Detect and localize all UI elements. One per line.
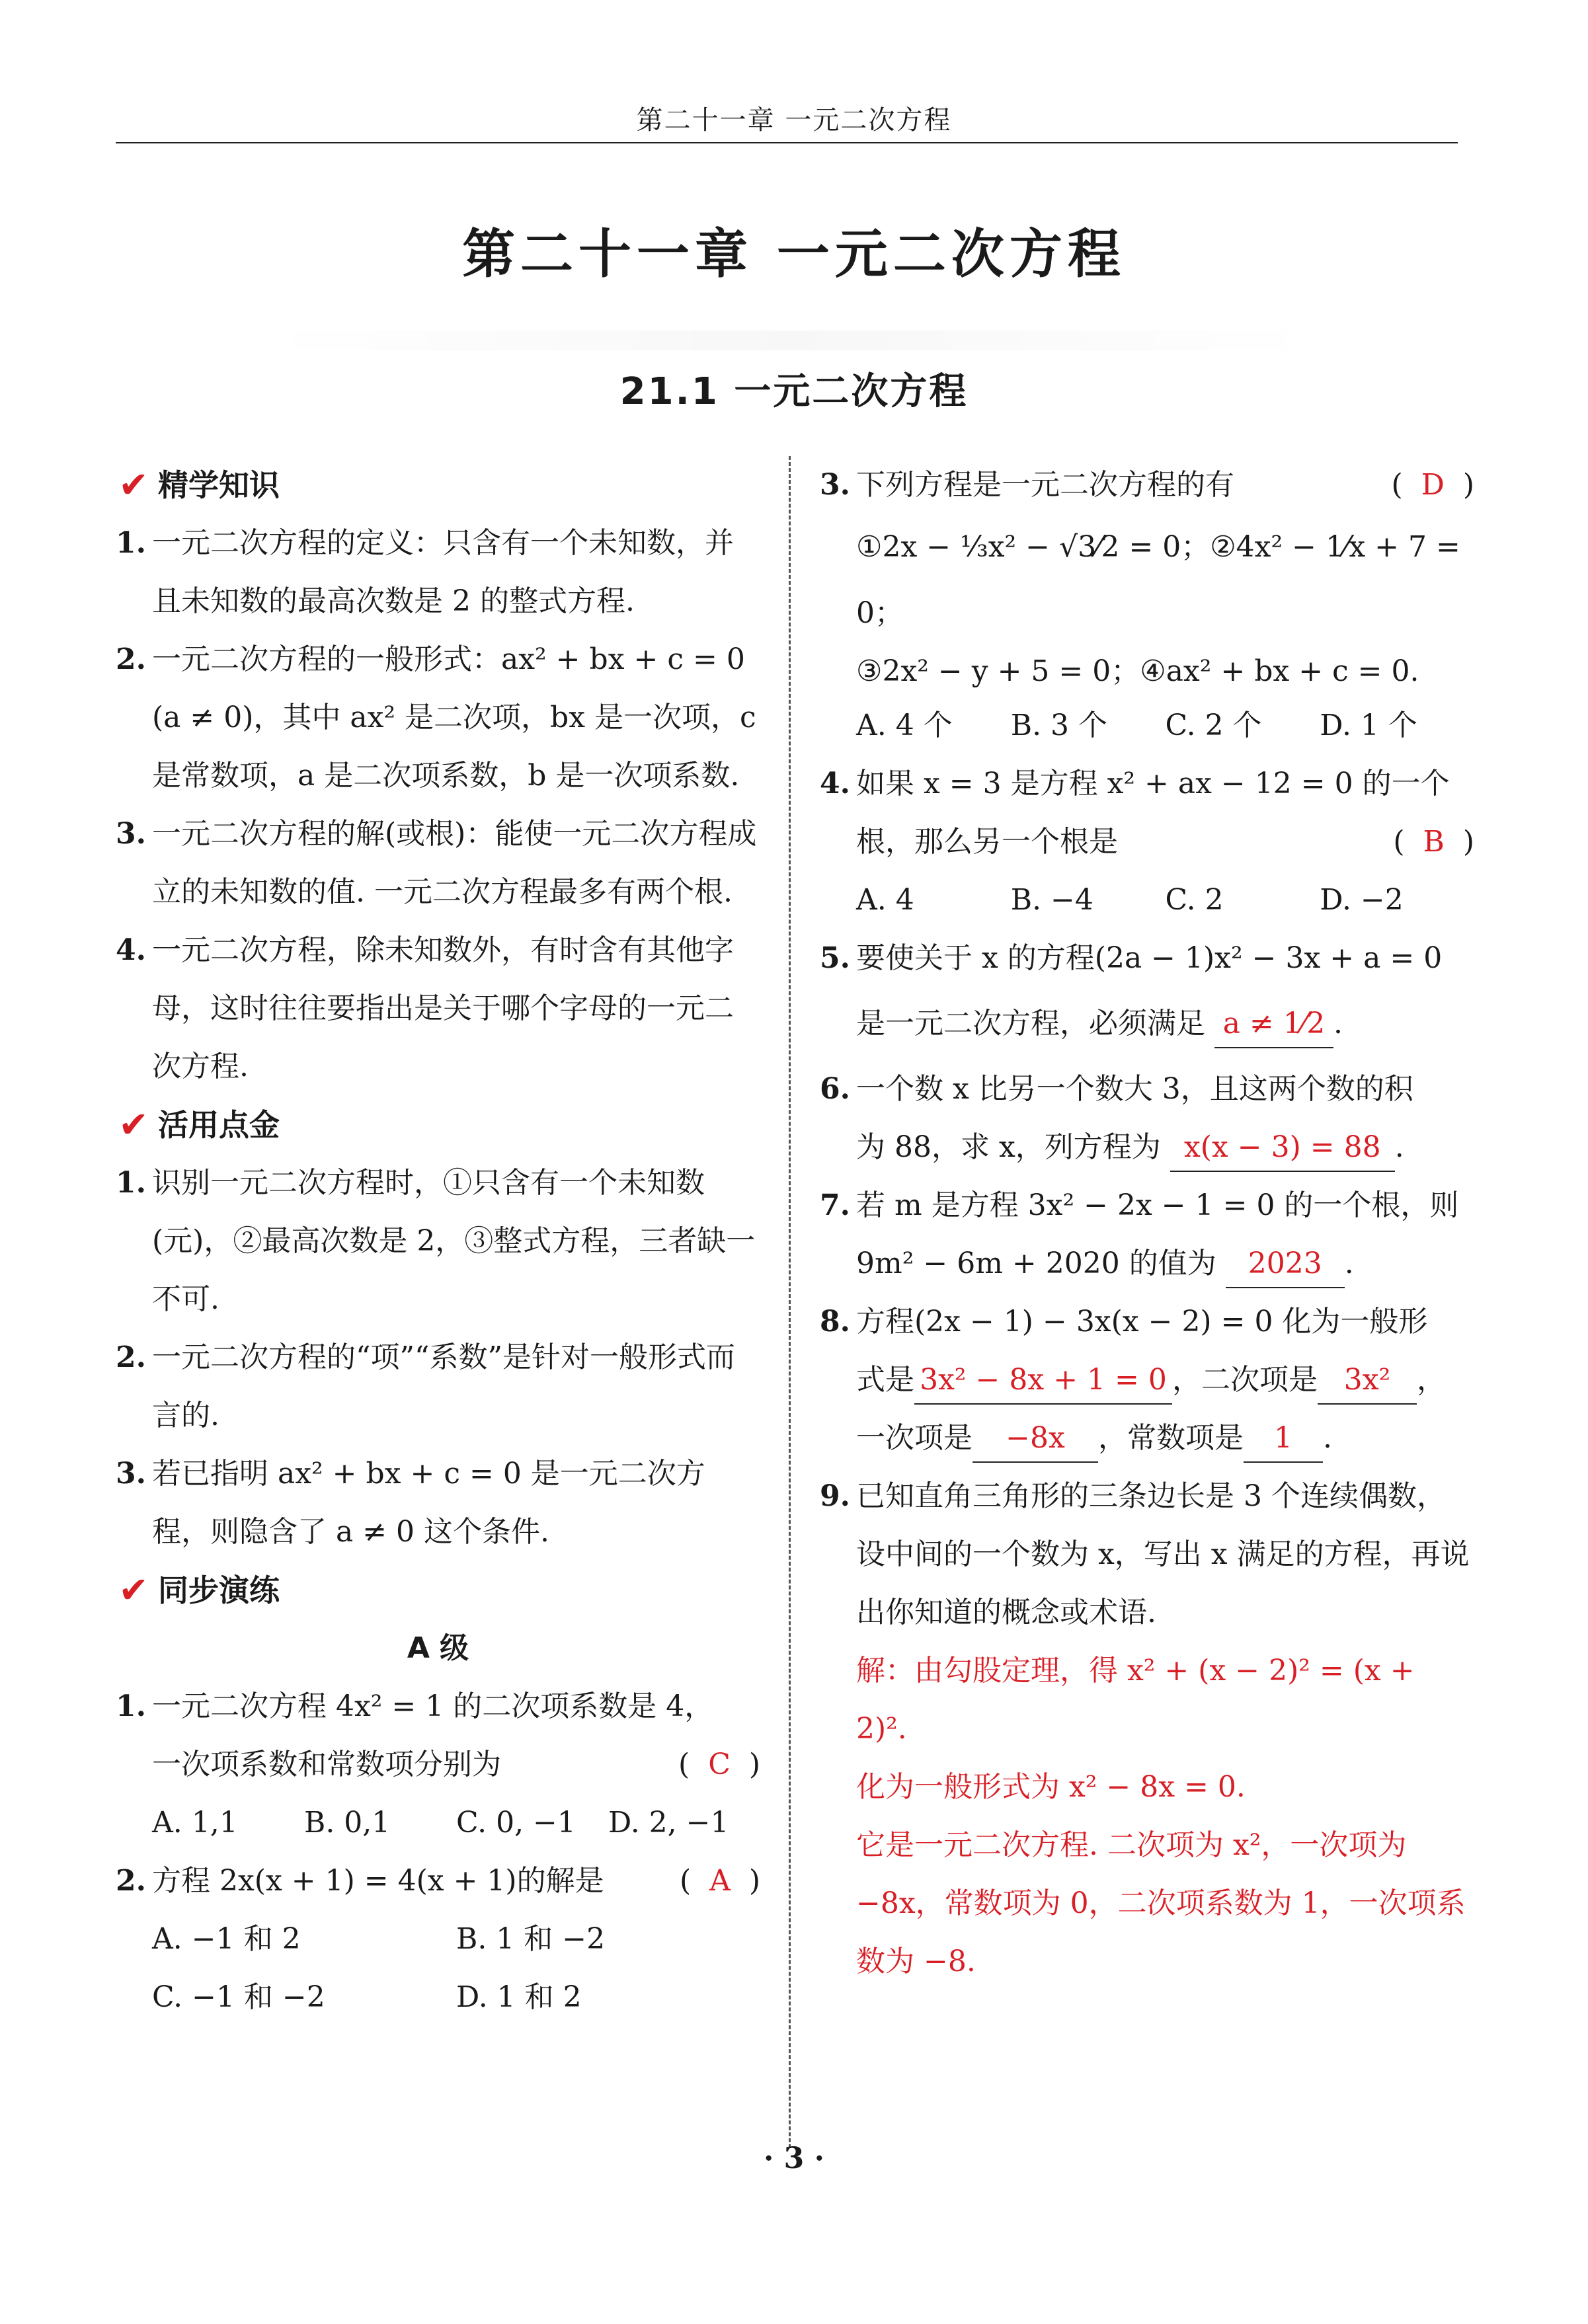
item-text: 若已指明 ax² + bx + c = 0 是一元二次方程，则隐含了 a ≠ 0 这个条件. bbox=[152, 1457, 705, 1549]
question-text-line bbox=[152, 1736, 760, 1794]
column-divider bbox=[789, 456, 791, 2148]
question-7 bbox=[820, 1177, 1474, 1293]
question-text: ，常数项是 bbox=[1098, 1421, 1244, 1455]
running-header: 第二十一章 一元二次方程 bbox=[636, 105, 952, 136]
question-number: 8. bbox=[820, 1305, 850, 1338]
solution-line-1: 解：由勾股定理，得 x² + (x − 2)² = (x + 2)². bbox=[856, 1654, 1415, 1746]
question-text: 一次项系数和常数项分别为 bbox=[152, 1748, 501, 1781]
item-number: 3. bbox=[116, 817, 146, 851]
question-text-line bbox=[856, 1118, 1474, 1177]
question-number: 3. bbox=[820, 468, 850, 502]
question-9 bbox=[820, 1467, 1474, 1642]
answer-choice: C bbox=[708, 1748, 731, 1781]
question-text-line bbox=[856, 1351, 1474, 1409]
item-text: 一元二次方程，除未知数外，有时含有其他字母，这时往往要指出是关于哪个字母的一元二次方程. bbox=[152, 933, 734, 1083]
period: . bbox=[1344, 1247, 1354, 1280]
item-number: 2. bbox=[116, 1340, 146, 1374]
question-text: 如果 x = 3 是方程 x² + ax − 12 = 0 的一个 bbox=[856, 767, 1450, 800]
answer-choice: A bbox=[709, 1864, 731, 1898]
answer-paren: ( D ) bbox=[1391, 468, 1474, 502]
option-a: A. −1 和 2 bbox=[152, 1922, 301, 1956]
solution-line-3: 它是一元二次方程. 二次项为 x²，一次项为 −8x，常数项为 0，二次项系数为 1，一次项系数为 −8. bbox=[856, 1828, 1466, 1978]
answer-choice: D bbox=[1421, 468, 1445, 502]
question-text: 下列方程是一元二次方程的有 bbox=[856, 468, 1234, 502]
question-text: 式是 bbox=[856, 1363, 914, 1397]
right-column bbox=[820, 456, 1474, 1991]
item-text: 一元二次方程的定义：只含有一个未知数，并且未知数的最高次数是 2 的整式方程. bbox=[152, 526, 734, 618]
answer-paren: ( A ) bbox=[679, 1864, 760, 1898]
option-c: C. 2 个 bbox=[1165, 709, 1262, 742]
item-text: 一元二次方程的解(或根)：能使一元二次方程成立的未知数的值. 一元二次方程最多有两个根. bbox=[152, 817, 757, 909]
tip-item-2 bbox=[116, 1329, 760, 1445]
check-icon: ✔ bbox=[118, 1104, 149, 1145]
answer-paren: ( C ) bbox=[678, 1748, 760, 1781]
bleed-through bbox=[261, 330, 1319, 350]
question-text: 一次项是 bbox=[856, 1421, 973, 1455]
answer-blank: a ≠ 1⁄2 bbox=[1214, 1001, 1333, 1048]
knowledge-item-3 bbox=[116, 805, 760, 921]
question-text: 方程 2x(x + 1) = 4(x + 1)的解是 bbox=[152, 1864, 604, 1898]
question-text: ，二次项是 bbox=[1172, 1363, 1318, 1397]
answer-blank: 2023 bbox=[1226, 1241, 1345, 1288]
question-5 bbox=[820, 929, 1474, 1060]
answer-blank-general-form: 3x² − 8x + 1 = 0 bbox=[914, 1357, 1172, 1405]
section-title: 21.1 一元二次方程 bbox=[619, 370, 969, 413]
option-c: C. −1 和 −2 bbox=[152, 1980, 325, 2014]
question-1 bbox=[116, 1678, 760, 1852]
knowledge-item-2 bbox=[116, 631, 760, 805]
question-text: 根，那么另一个根是 bbox=[856, 825, 1118, 859]
item-text: 识别一元二次方程时，①只含有一个未知数(元)，②最高次数是 2，③整式方程，三者缺一不可. bbox=[152, 1166, 756, 1316]
answer-paren: ( B ) bbox=[1393, 825, 1474, 859]
option-d: D. 1 个 bbox=[1320, 709, 1417, 742]
question-text: 方程(2x − 1) − 3x(x − 2) = 0 化为一般形 bbox=[856, 1305, 1428, 1338]
question-text: ， bbox=[1417, 1363, 1446, 1397]
question-text-line bbox=[856, 456, 1474, 514]
option-d: D. 1 和 2 bbox=[456, 1980, 582, 2014]
item-number: 3. bbox=[116, 1457, 146, 1491]
knowledge-heading bbox=[116, 456, 760, 514]
option-a: A. 1,1 bbox=[152, 1806, 238, 1840]
question-text: 一个数 x 比另一个数大 3，且这两个数的积 bbox=[856, 1072, 1413, 1106]
question-number: 2. bbox=[116, 1864, 146, 1898]
option-b: B. −4 bbox=[1010, 883, 1093, 917]
question-text-line bbox=[152, 1852, 760, 1910]
solution-line-2: 化为一般形式为 x² − 8x = 0. bbox=[856, 1770, 1246, 1804]
equation-list-line-1: ①2x − ⅓x² − √3⁄2 = 0；②4x² − 1⁄x + 7 = 0； bbox=[856, 530, 1460, 630]
option-d: D. −2 bbox=[1320, 883, 1404, 917]
option-b: B. 0,1 bbox=[304, 1806, 391, 1840]
question-3 bbox=[820, 456, 1474, 755]
period: . bbox=[1333, 1007, 1343, 1040]
question-text-line bbox=[856, 988, 1474, 1060]
options bbox=[856, 697, 1474, 755]
question-text-line bbox=[856, 1409, 1474, 1467]
item-number: 4. bbox=[116, 933, 146, 967]
tips-title: 活用点金 bbox=[158, 1107, 280, 1143]
tip-item-3 bbox=[116, 1445, 760, 1561]
option-a: A. 4 个 bbox=[856, 709, 953, 742]
solution bbox=[820, 1642, 1474, 1991]
tips-heading bbox=[116, 1096, 760, 1154]
check-icon: ✔ bbox=[118, 1569, 149, 1611]
knowledge-item-4 bbox=[116, 921, 760, 1096]
item-text: 一元二次方程的“项”“系数”是针对一般形式而言的. bbox=[152, 1340, 735, 1432]
knowledge-title: 精学知识 bbox=[158, 467, 280, 503]
question-text: 要使关于 x 的方程(2a − 1)x² − 3x + a = 0 bbox=[856, 941, 1443, 975]
question-text-line bbox=[856, 813, 1474, 871]
chapter-title: 第二十一章 一元二次方程 bbox=[462, 223, 1126, 285]
question-text: 已知直角三角形的三条边长是 3 个连续偶数，设中间的一个数为 x，写出 x 满足的方程，再说出你知道的概念或术语. bbox=[856, 1479, 1470, 1629]
item-number: 2. bbox=[116, 642, 146, 676]
option-b: B. 3 个 bbox=[1010, 709, 1108, 742]
option-d: D. 2, −1 bbox=[608, 1806, 729, 1840]
question-text: 为 88，求 x，列方程为 bbox=[856, 1130, 1161, 1164]
question-text-line bbox=[856, 1235, 1474, 1293]
option-c: C. 0, −1 bbox=[456, 1806, 576, 1840]
question-6 bbox=[820, 1060, 1474, 1177]
tip-item-1 bbox=[116, 1154, 760, 1329]
options bbox=[856, 871, 1474, 929]
level-label: A 级 bbox=[407, 1631, 469, 1665]
period: . bbox=[1323, 1421, 1332, 1455]
check-icon: ✔ bbox=[118, 464, 149, 506]
item-number: 1. bbox=[116, 526, 146, 560]
equation-list-line-2: ③2x² − y + 5 = 0；④ax² + bx + c = 0. bbox=[856, 654, 1419, 688]
options bbox=[152, 1794, 760, 1852]
item-number: 1. bbox=[116, 1166, 146, 1200]
question-number: 5. bbox=[820, 941, 850, 975]
question-4 bbox=[820, 755, 1474, 929]
period: . bbox=[1394, 1130, 1404, 1164]
options bbox=[152, 1910, 760, 2027]
question-2 bbox=[116, 1852, 760, 2027]
answer-blank-linear-term: −8x bbox=[973, 1415, 1098, 1463]
practice-title: 同步演练 bbox=[158, 1572, 280, 1608]
question-text: 是一元二次方程，必须满足 bbox=[856, 1007, 1205, 1040]
practice-heading bbox=[116, 1561, 760, 1619]
question-text: 9m² − 6m + 2020 的值为 bbox=[856, 1247, 1216, 1280]
question-number: 1. bbox=[116, 1689, 146, 1723]
item-text: 一元二次方程的一般形式：ax² + bx + c = 0 (a ≠ 0)，其中 ax² 是二次项，bx 是一次项，c 是常数项，a 是二次项系数，b 是一次项系数. bbox=[152, 642, 756, 793]
option-a: A. 4 bbox=[856, 883, 914, 917]
question-8 bbox=[820, 1293, 1474, 1467]
answer-blank-constant: 1 bbox=[1244, 1415, 1323, 1463]
question-number: 9. bbox=[820, 1479, 850, 1513]
option-c: C. 2 bbox=[1165, 883, 1224, 917]
answer-blank: x(x − 3) = 88 bbox=[1170, 1124, 1395, 1172]
question-number: 4. bbox=[820, 767, 850, 800]
question-number: 7. bbox=[820, 1188, 850, 1222]
question-number: 6. bbox=[820, 1072, 850, 1106]
page-number: · 3 · bbox=[764, 2142, 824, 2175]
knowledge-item-1 bbox=[116, 514, 760, 631]
header-rule bbox=[116, 142, 1458, 143]
question-text: 一元二次方程 4x² = 1 的二次项系数是 4， bbox=[152, 1689, 714, 1723]
option-b: B. 1 和 −2 bbox=[456, 1922, 606, 1956]
left-column bbox=[116, 456, 760, 2027]
answer-choice: B bbox=[1423, 825, 1445, 859]
question-text: 若 m 是方程 3x² − 2x − 1 = 0 的一个根，则 bbox=[856, 1188, 1459, 1222]
answer-blank-quadratic-term: 3x² bbox=[1318, 1357, 1417, 1405]
